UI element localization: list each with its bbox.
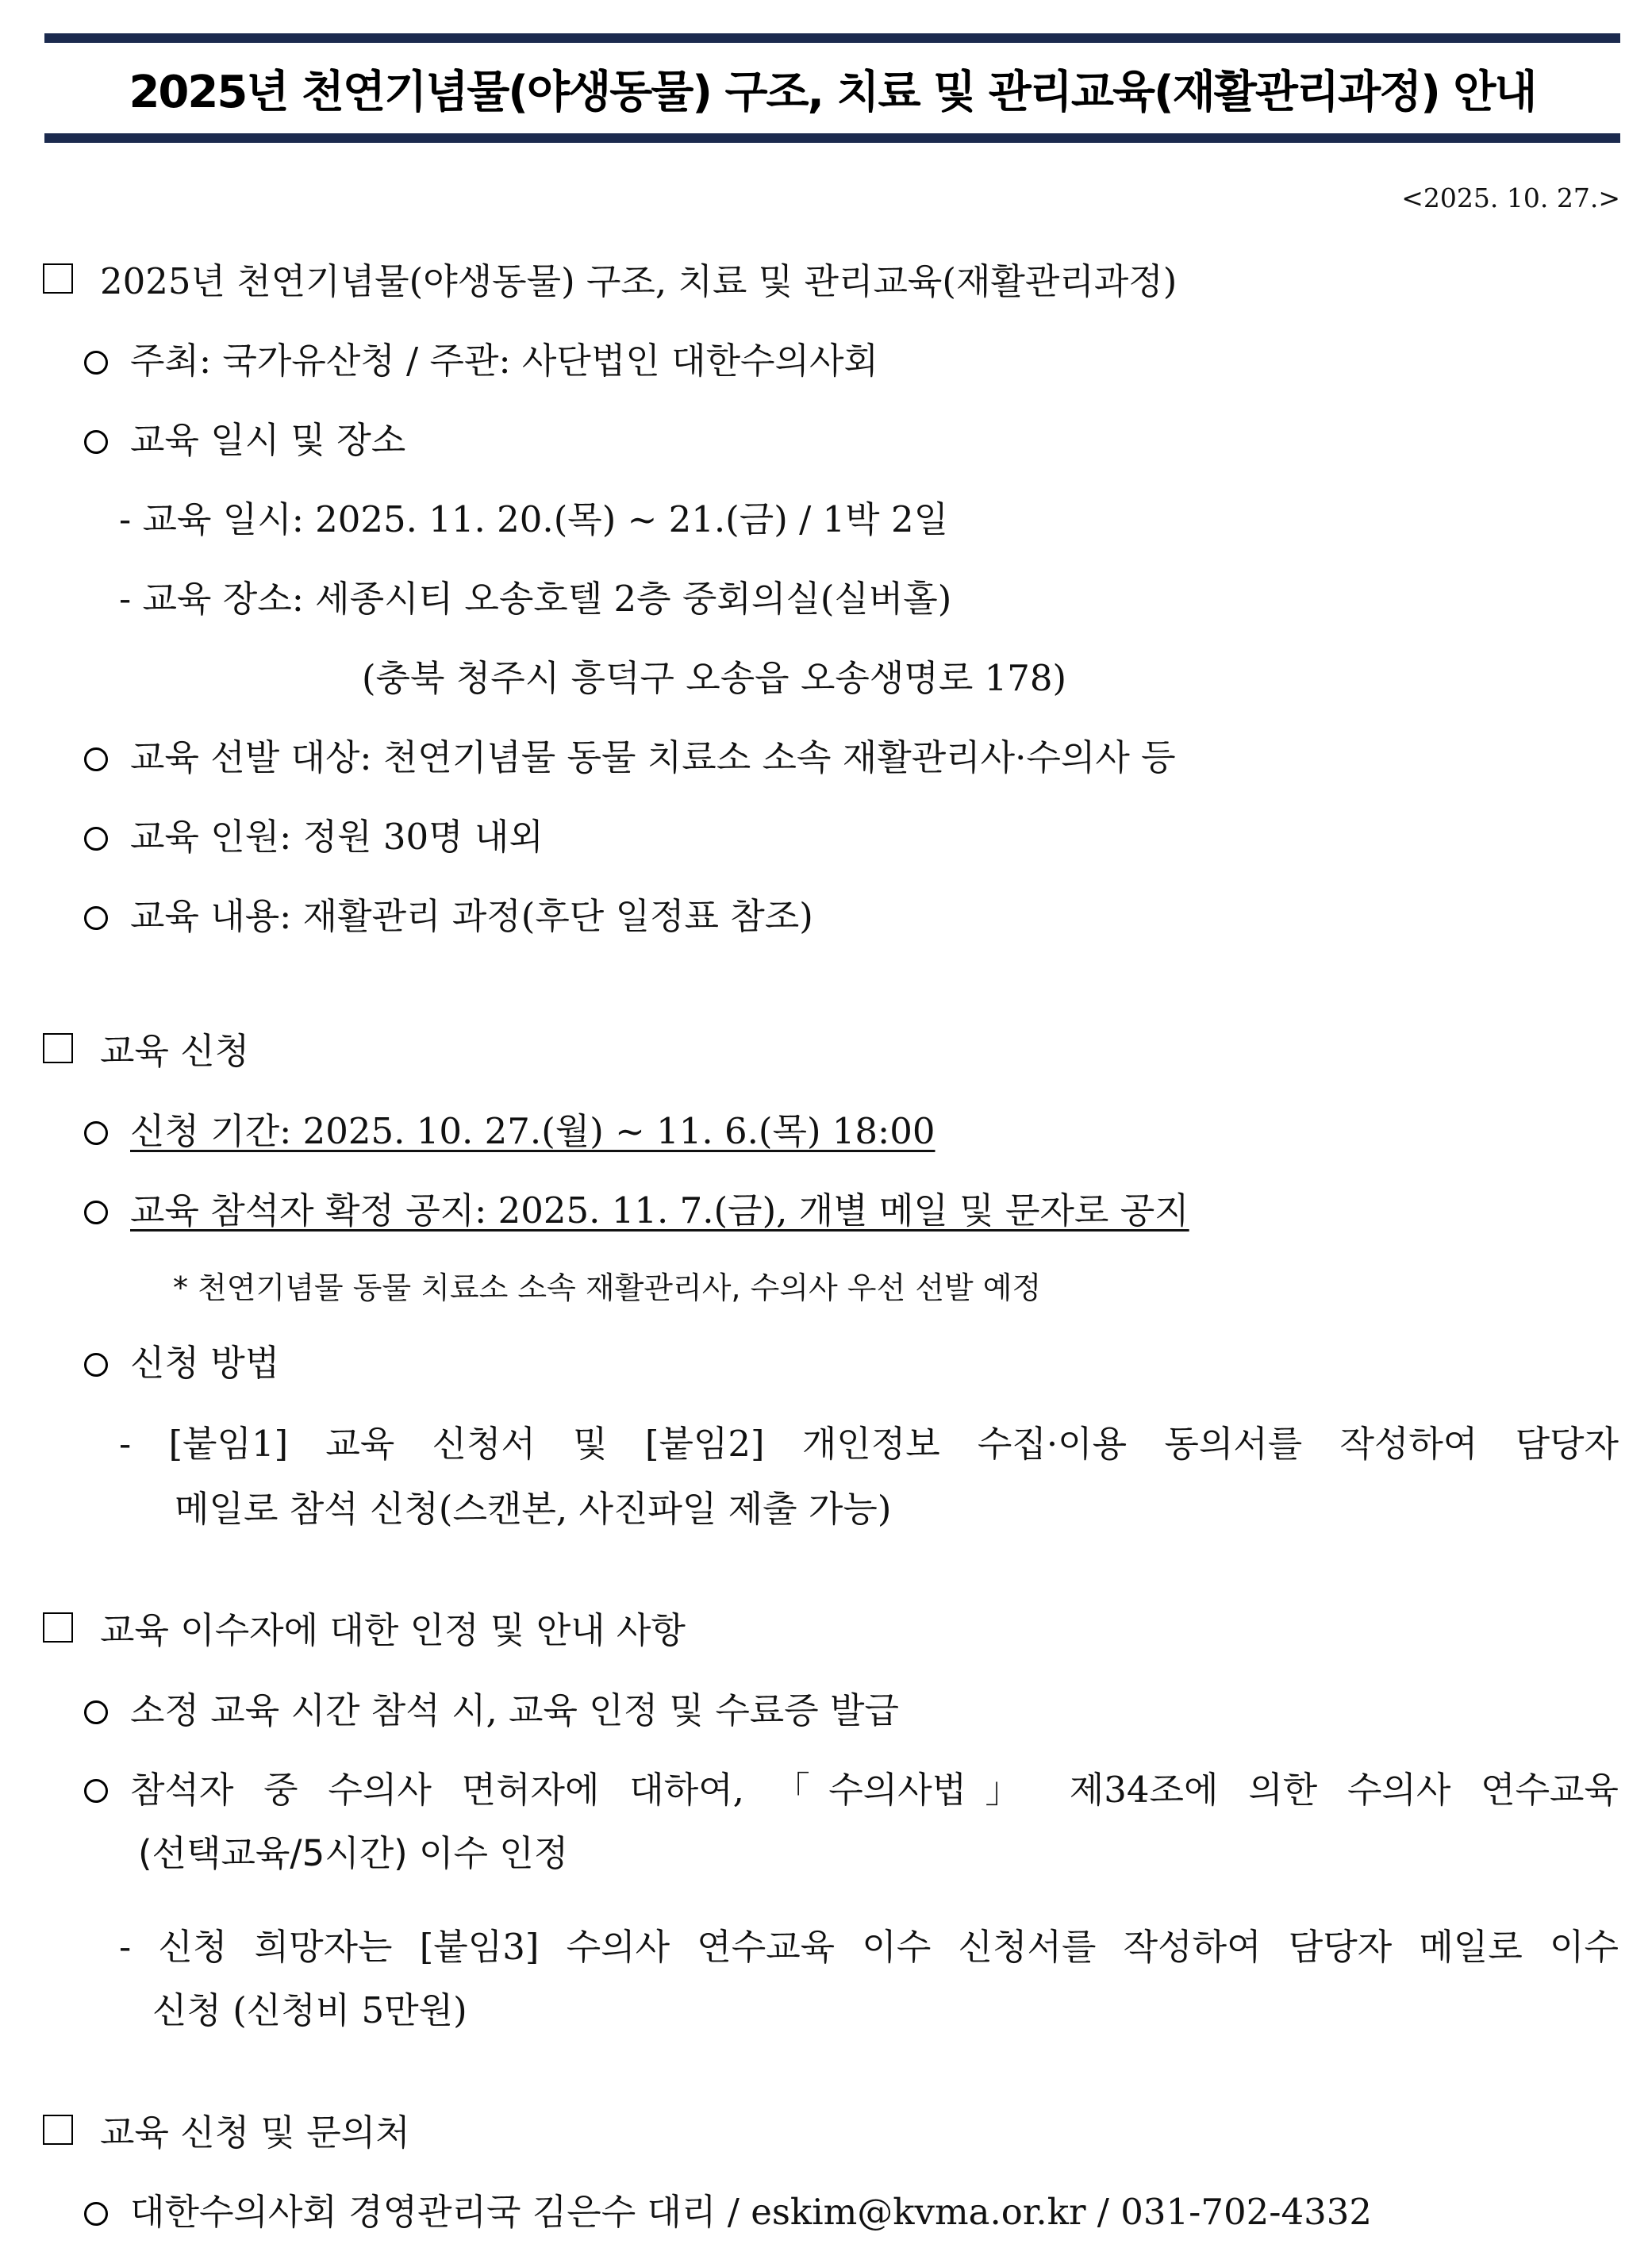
section-heading-text: 교육 신청 xyxy=(100,1030,250,1072)
item-text: 교육 일시 및 장소 xyxy=(130,419,406,461)
item-target xyxy=(84,734,1176,782)
title-rule-bottom xyxy=(44,133,1620,143)
title-rule-top xyxy=(44,33,1620,43)
item-method xyxy=(84,1339,279,1387)
item-text: 소정 교육 시간 참석 시, 교육 인정 및 수료증 발급 xyxy=(130,1689,899,1731)
document-title: 2025년 천연기념물(야생동물) 구조, 치료 및 관리교육(재활관리과정) 안내 xyxy=(129,67,1536,118)
item-host xyxy=(84,337,878,385)
square-bullet-icon xyxy=(43,263,78,298)
item-recognition-1 xyxy=(84,1766,1619,1814)
item-text: - [붙임1] 교육 신청서 및 [붙임2] 개인정보 수집·이용 동의서를 작성하여 담당자 xyxy=(119,1423,1619,1465)
square-bullet-icon xyxy=(43,1033,78,1068)
item-priority-note: * 천연기념물 동물 치료소 소속 재활관리사, 수의사 우선 선발 예정 xyxy=(173,1270,1042,1305)
item-content xyxy=(84,893,813,940)
item-datetime: - 교육 일시: 2025. 11. 20.(목) ~ 21.(금) / 1박 2일 xyxy=(119,498,949,540)
item-contact xyxy=(84,2188,1372,2236)
item-text: 신청 방법 xyxy=(130,1342,280,1384)
item-text: 교육 내용: 재활관리 과정(후단 일정표 참조) xyxy=(130,895,813,937)
square-bullet-icon xyxy=(43,1612,78,1647)
item-apply-2: 신청 (신청비 5만원) xyxy=(152,1989,467,2031)
section-heading-contact xyxy=(43,2109,410,2157)
circle-bullet-icon xyxy=(84,747,108,771)
item-notice xyxy=(84,1187,1189,1235)
item-datetime-place xyxy=(84,417,405,464)
circle-bullet-icon xyxy=(84,1700,108,1724)
item-text: 신청 기간: 2025. 10. 27.(월) ~ 11. 6.(목) 18:00 xyxy=(130,1110,935,1152)
circle-bullet-icon xyxy=(84,351,108,375)
item-method-detail-1 xyxy=(119,1420,1619,1468)
section-heading-overview xyxy=(43,258,1177,305)
section-heading-text: 교육 신청 및 문의처 xyxy=(100,2111,410,2154)
item-text: - 신청 희망자는 [붙임3] 수의사 연수교육 이수 신청서를 작성하여 담당자 메일로 이수 xyxy=(119,1926,1619,1968)
item-text: 교육 선발 대상: 천연기념물 동물 치료소 소속 재활관리사·수의사 등 xyxy=(130,736,1176,778)
circle-bullet-icon xyxy=(84,1121,108,1145)
circle-bullet-icon xyxy=(84,906,108,930)
item-text: 교육 인원: 정원 30명 내외 xyxy=(130,816,544,858)
item-recognition-2: (선택교육/5시간) 이수 인정 xyxy=(138,1832,569,1874)
circle-bullet-icon xyxy=(84,430,108,454)
circle-bullet-icon xyxy=(84,1353,108,1377)
item-text: 교육 참석자 확정 공지: 2025. 11. 7.(금), 개별 메일 및 문자로 공지 xyxy=(130,1189,1189,1232)
section-heading-recognition xyxy=(43,1607,686,1654)
item-text: 대한수의사회 경영관리국 김은수 대리 / eskim@kvma.or.kr / 031-702-4332 xyxy=(130,2191,1372,2233)
item-apply-1 xyxy=(119,1923,1619,1971)
circle-bullet-icon xyxy=(84,2202,108,2226)
item-capacity xyxy=(84,813,544,861)
square-bullet-icon xyxy=(43,2115,78,2150)
item-address: (충북 청주시 흥덕구 오송읍 오송생명로 178) xyxy=(362,657,1067,699)
title-box xyxy=(44,33,1620,143)
item-text: 주최: 국가유산청 / 주관: 사단법인 대한수의사회 xyxy=(130,340,878,382)
item-method-detail-2: 메일로 참석 신청(스캔본, 사진파일 제출 가능) xyxy=(175,1488,892,1530)
circle-bullet-icon xyxy=(84,827,108,851)
circle-bullet-icon xyxy=(84,1779,108,1803)
section-heading-application xyxy=(43,1028,249,1075)
item-place: - 교육 장소: 세종시티 오송호텔 2층 중회의실(실버홀) xyxy=(119,578,952,620)
item-text: 참석자 중 수의사 면허자에 대하여, 「수의사법」 제34조에 의한 수의사 연수교육 xyxy=(130,1769,1619,1811)
item-certificate xyxy=(84,1687,899,1735)
section-heading-text: 교육 이수자에 대한 인정 및 안내 사항 xyxy=(100,1609,686,1651)
document-date: <2025. 10. 27.> xyxy=(1401,183,1620,213)
section-heading-text: 2025년 천연기념물(야생동물) 구조, 치료 및 관리교육(재활관리과정) xyxy=(100,260,1178,302)
item-period xyxy=(84,1108,935,1155)
circle-bullet-icon xyxy=(84,1201,108,1224)
